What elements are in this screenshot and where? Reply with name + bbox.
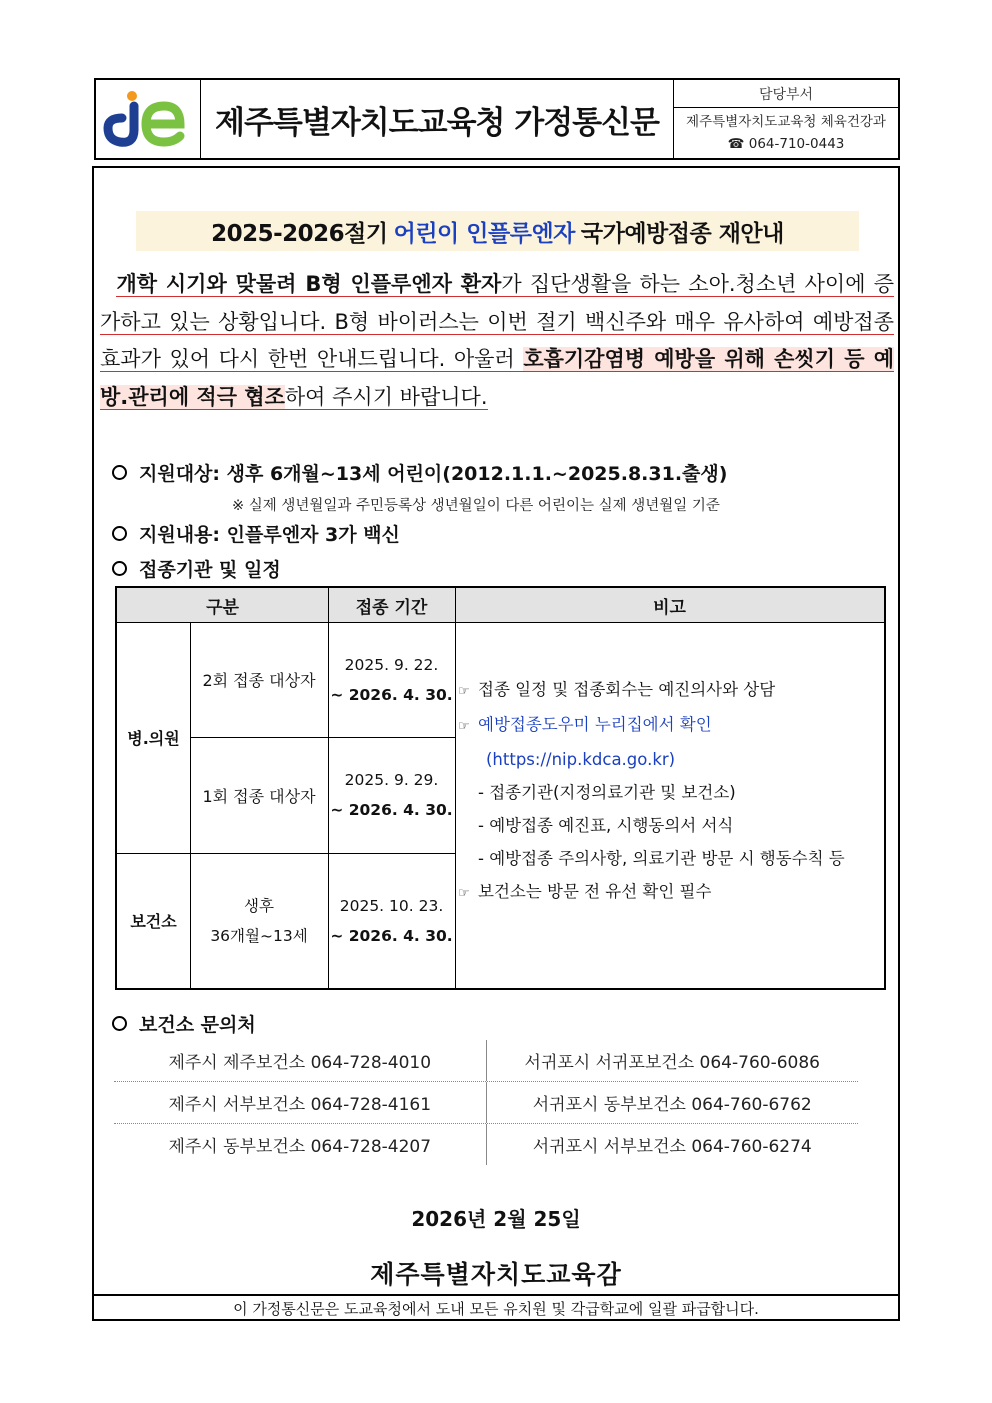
col-header-category: 구분 bbox=[117, 588, 328, 622]
intro-paragraph bbox=[100, 266, 894, 416]
row1-period bbox=[328, 622, 455, 737]
section-contacts bbox=[112, 1010, 256, 1037]
department-box bbox=[674, 80, 898, 158]
contact-seogwipo: 서귀포시 서귀포보건소 064-760-6086 bbox=[524, 1053, 820, 1073]
issue-date: 2026년 2월 25일 bbox=[411, 1207, 581, 1231]
note-item: ☞ 보건소는 방문 전 유선 확인 필수 bbox=[458, 875, 883, 910]
section-content bbox=[112, 520, 400, 547]
contact-row bbox=[114, 1040, 858, 1082]
banner-highlight: 어린이 인플루엔자 bbox=[393, 220, 575, 247]
note-item: ☞ 접종 일정 및 접종회수는 예진의사와 상담 bbox=[458, 673, 883, 708]
je-logo-icon bbox=[96, 80, 198, 158]
office-logo bbox=[96, 80, 201, 158]
row1-end: ~ 2026. 4. 30. bbox=[330, 685, 453, 704]
pointing-hand-icon: ☞ bbox=[458, 719, 470, 734]
table-divider bbox=[455, 588, 456, 988]
intro-end: 하여 주시기 바랍니다. bbox=[284, 384, 488, 409]
row3-end: ~ 2026. 4. 30. bbox=[330, 926, 453, 945]
target-note: ※ 실제 생년월일과 주민등록상 생년월일이 다른 어린이는 실제 생년월일 기준 bbox=[232, 498, 720, 514]
intro-bold: 개학 시기와 맞물려 B형 인플루엔자 환자 bbox=[116, 272, 502, 296]
banner-post: 국가예방접종 재안내 bbox=[580, 220, 784, 247]
circle-bullet-icon bbox=[112, 465, 127, 480]
remarks-notes bbox=[458, 673, 883, 910]
row1-start: 2025. 9. 22. bbox=[344, 655, 439, 674]
circle-bullet-icon bbox=[112, 561, 127, 576]
contact-jeju: 제주시 서부보건소 064-728-4161 bbox=[114, 1082, 487, 1123]
row2-end: ~ 2026. 4. 30. bbox=[330, 801, 453, 819]
contact-row bbox=[114, 1124, 858, 1165]
row3-period bbox=[328, 853, 455, 988]
department-phone: ☎ 064-710-0443 bbox=[727, 136, 845, 152]
row3-target-line2: 36개월~13세 bbox=[210, 926, 308, 945]
note-sub-item: - 접종기관(지정의료기관 및 보건소) bbox=[478, 783, 736, 802]
pointing-hand-icon: ☞ bbox=[458, 886, 470, 901]
circle-bullet-icon bbox=[112, 526, 127, 541]
row1-target: 2회 접종 대상자 bbox=[202, 671, 316, 690]
notice-banner bbox=[136, 211, 859, 251]
col-header-remarks: 비고 bbox=[455, 588, 884, 622]
section-contacts-text: 보건소 문의처 bbox=[139, 1014, 256, 1036]
row3-start: 2025. 10. 23. bbox=[339, 896, 444, 915]
section-content-text: 지원내용: 인플루엔자 3가 백신 bbox=[139, 524, 400, 546]
contact-seogwipo: 서귀포시 동부보건소 064-760-6762 bbox=[532, 1095, 812, 1115]
row2-period bbox=[328, 737, 455, 853]
row3-target-line1: 생후 bbox=[244, 896, 274, 915]
letter-header bbox=[94, 78, 900, 160]
department-name: 제주특별자치도교육청 체육건강과 bbox=[686, 114, 886, 130]
signature: 제주특별자치도교육감 bbox=[370, 1260, 622, 1289]
note-item: ☞ 예방접종도우미 누리집에서 확인 bbox=[458, 708, 883, 743]
section-target-text: 지원대상: 생후 6개월~13세 어린이(2012.1.1.~2025.8.31.출생) bbox=[139, 463, 728, 485]
department-info bbox=[674, 108, 898, 158]
col-header-period: 접종 기간 bbox=[328, 588, 455, 622]
circle-bullet-icon bbox=[112, 1016, 127, 1031]
pointing-hand-icon: ☞ bbox=[458, 684, 470, 699]
row2-target: 1회 접종 대상자 bbox=[202, 786, 316, 806]
intro-rest: 가 집단생활을 하는 소아.청소년 사이에 증가하고 있는 상황입니다. B형 바이러스는 이번 절기 백신주와 매우 유사하여 예방접종 효과가 있어 다시 한번 안내드립니다. 아울러 bbox=[100, 272, 894, 371]
note-sub-item: - 예방접종 주의사항, 의료기관 방문 시 행동수칙 등 bbox=[478, 849, 845, 868]
contact-seogwipo: 서귀포시 서부보건소 064-760-6274 bbox=[532, 1137, 812, 1157]
group-clinic: 병.의원 bbox=[127, 729, 180, 748]
group-health-center: 보건소 bbox=[130, 912, 177, 931]
banner-pre: 2025-2026절기 bbox=[211, 220, 388, 247]
section-schedule bbox=[112, 555, 281, 582]
row2-start: 2025. 9. 29. bbox=[344, 771, 439, 789]
contact-jeju: 제주시 제주보건소 064-728-4010 bbox=[114, 1040, 487, 1081]
note-url-link[interactable]: (https://nip.kdca.go.kr) bbox=[486, 750, 676, 769]
note-sub-item: - 예방접종 예진표, 시행동의서 서식 bbox=[478, 816, 734, 835]
section-target bbox=[112, 459, 727, 486]
contact-jeju: 제주시 동부보건소 064-728-4207 bbox=[114, 1124, 487, 1165]
department-label: 담당부서 bbox=[674, 80, 898, 108]
section-schedule-text: 접종기관 및 일정 bbox=[139, 559, 281, 581]
row3-target bbox=[190, 853, 328, 988]
footer-note: 이 가정통신문은 도교육청에서 도내 모든 유치원 및 각급학교에 일괄 파급합니다. bbox=[92, 1294, 900, 1321]
contact-row bbox=[114, 1082, 858, 1124]
letter-title: 제주특별자치도교육청 가정통신문 bbox=[201, 80, 674, 158]
intro-highlight: 호흡기감염병 예방을 위해 손씻기 등 예방.관리에 적극 협조 bbox=[100, 347, 894, 409]
contacts-table bbox=[114, 1040, 858, 1165]
